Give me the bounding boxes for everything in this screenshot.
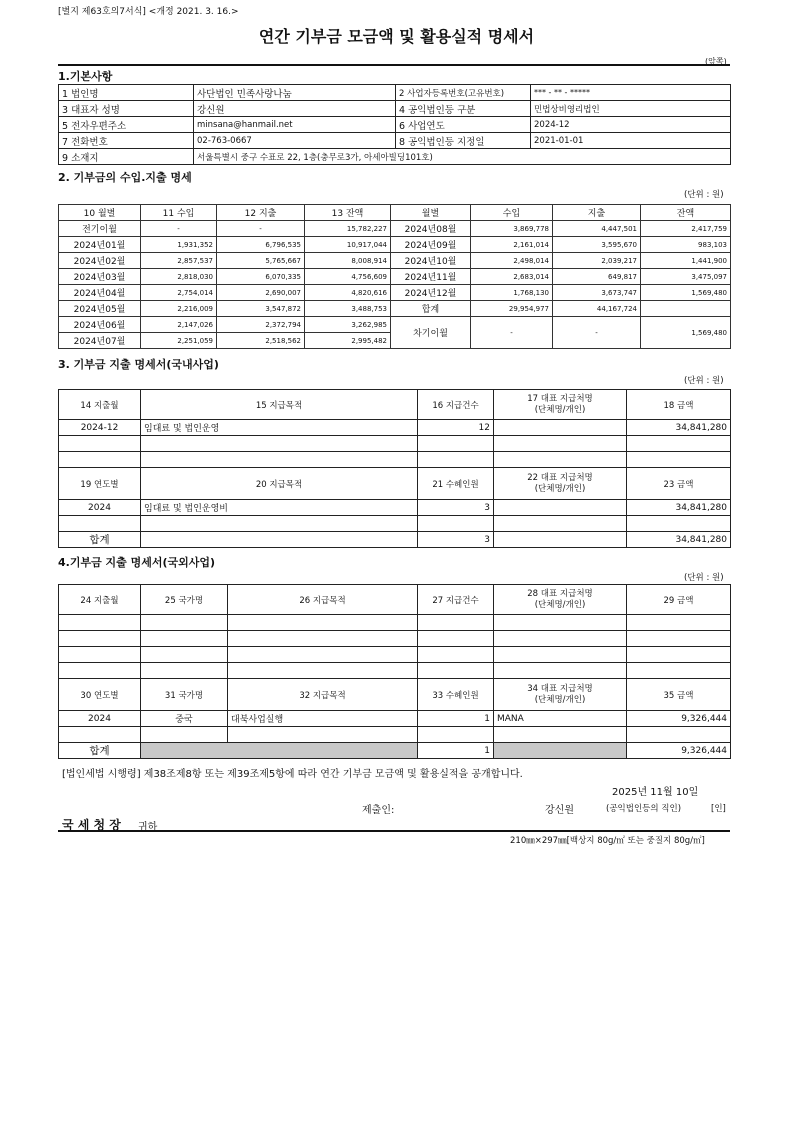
cell-income: 2,818,030 xyxy=(141,269,217,285)
cell-year: 2024 xyxy=(59,500,141,516)
honorific: 귀하 xyxy=(138,822,158,833)
section3-title: 3. 기부금 지출 명세서(국내사업) xyxy=(58,358,219,371)
section2-unit: (단위 : 원) xyxy=(684,190,724,200)
recipient-title: 국 세 청 장 xyxy=(62,818,121,832)
col-amount: 35 금액 xyxy=(627,679,731,711)
footer-rule xyxy=(58,830,730,832)
cell-balance: 2,995,482 xyxy=(305,333,391,349)
cell-expense: 2,372,794 xyxy=(217,317,305,333)
total-label: 합계 xyxy=(391,301,471,317)
table-row xyxy=(59,317,731,333)
cell-month: 2024년10월 xyxy=(391,253,471,269)
cell-recipient xyxy=(494,420,627,436)
cell-country: 중국 xyxy=(141,711,228,727)
cell-expense: 4,447,501 xyxy=(553,221,641,237)
col-expense: 지출 xyxy=(553,205,641,221)
cell-balance: 4,756,609 xyxy=(305,269,391,285)
cell-expense: 2,518,562 xyxy=(217,333,305,349)
cell-income: 29,954,977 xyxy=(471,301,553,317)
cell-income: 3,869,778 xyxy=(471,221,553,237)
cell-expense: 44,167,724 xyxy=(553,301,641,317)
table-row xyxy=(59,500,731,516)
cell-month: 전기이월 xyxy=(59,221,141,237)
cell-amount: 34,841,280 xyxy=(627,420,731,436)
cell-balance: 2,417,759 xyxy=(641,221,731,237)
col-beneficiaries: 21 수혜인원 xyxy=(418,468,494,500)
col-amount: 23 금액 xyxy=(627,468,731,500)
col-count: 27 지급건수 xyxy=(418,585,494,615)
label-rep-name: 3 대표자 성명 xyxy=(59,101,194,117)
table-row xyxy=(59,711,731,727)
submission-date: 2025년 11월 10일 xyxy=(612,787,699,798)
cell-expense: 3,595,670 xyxy=(553,237,641,253)
cell-month: 2024년07월 xyxy=(59,333,141,349)
col-purpose: 26 지급목적 xyxy=(228,585,418,615)
page-side-label: (앞쪽) xyxy=(705,57,727,66)
cell-amount: 9,326,444 xyxy=(627,711,731,727)
info-row xyxy=(59,117,731,133)
value-fiscal-year: 2024-12 xyxy=(531,117,731,133)
title-rule xyxy=(58,64,730,66)
basic-info-table xyxy=(58,84,731,165)
label-phone: 7 전화번호 xyxy=(59,133,194,149)
domestic-expense-table xyxy=(58,389,731,548)
col-year: 19 연도별 xyxy=(59,468,141,500)
cell-expense: 6,796,535 xyxy=(217,237,305,253)
col-recipient: 28 대표 지급처명 (단체명/개인) xyxy=(494,585,627,615)
col-expense-month: 14 지출월 xyxy=(59,390,141,420)
cell-balance: 4,820,616 xyxy=(305,285,391,301)
table-row xyxy=(59,301,731,317)
cell-month: 2024년03월 xyxy=(59,269,141,285)
total-row xyxy=(59,532,731,548)
total-label: 합계 xyxy=(59,532,141,548)
info-row xyxy=(59,149,731,165)
total-beneficiaries: 3 xyxy=(418,532,494,548)
info-row xyxy=(59,85,731,101)
submitter-label: 제출인: xyxy=(362,805,395,816)
value-phone: 02-763-0667 xyxy=(194,133,396,149)
label-corp-type: 4 공익법인등 구분 xyxy=(396,101,531,117)
cell-balance: 10,917,044 xyxy=(305,237,391,253)
domestic-header-row xyxy=(59,390,731,420)
carry-forward-balance: 1,569,480 xyxy=(641,317,731,349)
carry-forward-label: 차기이월 xyxy=(391,317,471,349)
cell-month: 2024년04월 xyxy=(59,285,141,301)
col-recipient: 17 대표 지급처명 (단체명/개인) xyxy=(494,390,627,420)
paper-spec: 210㎜×297㎜[백상지 80g/㎡ 또는 중질지 80g/㎡] xyxy=(510,836,705,846)
total-beneficiaries: 1 xyxy=(418,743,494,759)
cell-expense: 649,817 xyxy=(553,269,641,285)
col-balance: 13 잔액 xyxy=(305,205,391,221)
cell-balance: 3,488,753 xyxy=(305,301,391,317)
label-corp-name: 1 법인명 xyxy=(59,85,194,101)
section1-title: 1.기본사항 xyxy=(58,70,113,83)
table-row xyxy=(59,420,731,436)
table-row xyxy=(59,285,731,301)
col-income: 11 수입 xyxy=(141,205,217,221)
disclosure-statement: [법인세법 시행령] 제38조제8항 또는 제39조제5항에 따라 연간 기부금 모금액 및 활용실적을 공개합니다. xyxy=(62,769,523,780)
submitter-name: 강신원 xyxy=(545,805,574,816)
col-month: 월별 xyxy=(391,205,471,221)
table-row xyxy=(59,237,731,253)
cell-beneficiaries: 3 xyxy=(418,500,494,516)
cell-balance: 8,008,914 xyxy=(305,253,391,269)
total-amount: 9,326,444 xyxy=(627,743,731,759)
section4-unit: (단위 : 원) xyxy=(684,573,724,583)
cell-month: 2024년01월 xyxy=(59,237,141,253)
cell-balance: 983,103 xyxy=(641,237,731,253)
table-row xyxy=(59,727,731,743)
col-amount: 29 금액 xyxy=(627,585,731,615)
cell-income: 2,216,009 xyxy=(141,301,217,317)
table-row xyxy=(59,253,731,269)
cell-month: 2024년11월 xyxy=(391,269,471,285)
col-expense-month: 24 지출월 xyxy=(59,585,141,615)
cell-recipient xyxy=(494,500,627,516)
overseas-expense-table xyxy=(58,584,731,759)
col-purpose: 20 지급목적 xyxy=(141,468,418,500)
label-biz-no: 2 사업자등록번호(고유번호) xyxy=(396,85,531,101)
cell-expense: 6,070,335 xyxy=(217,269,305,285)
cell-balance: 1,441,900 xyxy=(641,253,731,269)
cell-income: 2,498,014 xyxy=(471,253,553,269)
cell-month: 2024년06월 xyxy=(59,317,141,333)
cell-income: 2,754,014 xyxy=(141,285,217,301)
col-recipient: 34 대표 지급처명 (단체명/개인) xyxy=(494,679,627,711)
total-row xyxy=(59,743,731,759)
info-row xyxy=(59,133,731,149)
cell-balance: 1,569,480 xyxy=(641,285,731,301)
income-expense-header-row xyxy=(59,205,731,221)
cell-income: 2,251,059 xyxy=(141,333,217,349)
value-email: minsana@hanmail.net xyxy=(194,117,396,133)
col-income: 수입 xyxy=(471,205,553,221)
cell-month: 2024년02월 xyxy=(59,253,141,269)
section4-title: 4.기부금 지출 명세서(국외사업) xyxy=(58,556,216,569)
value-rep-name: 강신원 xyxy=(194,101,396,117)
cell-count: 12 xyxy=(418,420,494,436)
col-purpose: 32 지급목적 xyxy=(228,679,418,711)
value-designation-date: 2021-01-01 xyxy=(531,133,731,149)
cell-balance: 3,475,097 xyxy=(641,269,731,285)
col-beneficiaries: 33 수혜인원 xyxy=(418,679,494,711)
income-expense-table xyxy=(58,204,731,349)
cell-beneficiaries: 1 xyxy=(418,711,494,727)
cell-expense: 2,039,217 xyxy=(553,253,641,269)
col-expense: 12 지출 xyxy=(217,205,305,221)
cell-expense: 2,690,007 xyxy=(217,285,305,301)
cell-balance: 15,782,227 xyxy=(305,221,391,237)
cell-expense: 5,765,667 xyxy=(217,253,305,269)
section2-title: 2. 기부금의 수입.지출 명세 xyxy=(58,171,192,184)
col-country: 25 국가명 xyxy=(141,585,228,615)
cell-expense: 3,547,872 xyxy=(217,301,305,317)
label-address: 9 소재지 xyxy=(59,149,194,165)
value-corp-name: 사단법인 민족사랑나눔 xyxy=(194,85,396,101)
col-recipient: 22 대표 지급처명 (단체명/개인) xyxy=(494,468,627,500)
cell-month: 2024년08월 xyxy=(391,221,471,237)
col-month: 10 월별 xyxy=(59,205,141,221)
carry-forward-expense: - xyxy=(553,317,641,349)
form-number: [별지 제63호의7서식] <개정 2021. 3. 16.> xyxy=(58,7,239,17)
domestic-header-row-2 xyxy=(59,468,731,500)
col-year: 30 연도별 xyxy=(59,679,141,711)
col-purpose: 15 지급목적 xyxy=(141,390,418,420)
section3-unit: (단위 : 원) xyxy=(684,376,724,386)
total-shaded-cell xyxy=(141,743,418,759)
table-row xyxy=(59,615,731,631)
col-balance: 잔액 xyxy=(641,205,731,221)
cell-income: 2,857,537 xyxy=(141,253,217,269)
cell-income: 1,768,130 xyxy=(471,285,553,301)
overseas-header-row xyxy=(59,585,731,615)
info-row xyxy=(59,101,731,117)
table-row xyxy=(59,269,731,285)
cell-year: 2024 xyxy=(59,711,141,727)
cell-income: 2,147,026 xyxy=(141,317,217,333)
cell-purpose: 임대료 및 법인운영 xyxy=(141,420,418,436)
cell-month: 2024년05월 xyxy=(59,301,141,317)
value-biz-no: *** - ** - ***** xyxy=(531,85,731,101)
col-country: 31 국가명 xyxy=(141,679,228,711)
page-title: 연간 기부금 모금액 및 활용실적 명세서 xyxy=(258,27,535,46)
cell-balance: 3,262,985 xyxy=(305,317,391,333)
cell-expense: - xyxy=(217,221,305,237)
total-amount: 34,841,280 xyxy=(627,532,731,548)
table-row xyxy=(59,663,731,679)
table-row xyxy=(59,631,731,647)
cell-income: 1,931,352 xyxy=(141,237,217,253)
table-row xyxy=(59,516,731,532)
value-address: 서울특별시 중구 수표로 22, 1층(충무로3가, 아세아빌딩101호) xyxy=(194,149,731,165)
cell-month: 2024년09월 xyxy=(391,237,471,253)
value-corp-type: 민법상비영리법인 xyxy=(531,101,731,117)
cell-income: - xyxy=(141,221,217,237)
cell-expense: 3,673,747 xyxy=(553,285,641,301)
total-label: 합계 xyxy=(59,743,141,759)
col-amount: 18 금액 xyxy=(627,390,731,420)
table-row xyxy=(59,221,731,237)
label-email: 5 전자우편주소 xyxy=(59,117,194,133)
table-row xyxy=(59,452,731,468)
table-row xyxy=(59,436,731,452)
carry-forward-income: - xyxy=(471,317,553,349)
cell-income: 2,683,014 xyxy=(471,269,553,285)
cell-purpose: 대북사업실행 xyxy=(228,711,418,727)
col-count: 16 지급건수 xyxy=(418,390,494,420)
cell-month: 2024-12 xyxy=(59,420,141,436)
label-fiscal-year: 6 사업연도 xyxy=(396,117,531,133)
total-shaded-cell xyxy=(494,743,627,759)
cell-purpose: 임대료 및 법인운영비 xyxy=(141,500,418,516)
cell-amount: 34,841,280 xyxy=(627,500,731,516)
cell-balance xyxy=(641,301,731,317)
cell-recipient: MANA xyxy=(494,711,627,727)
cell-month: 2024년12월 xyxy=(391,285,471,301)
label-designation-date: 8 공익법인등 지정일 xyxy=(396,133,531,149)
seal-note: (공익법인등의 직인) xyxy=(606,804,682,814)
overseas-header-row-2 xyxy=(59,679,731,711)
cell-income: 2,161,014 xyxy=(471,237,553,253)
table-row xyxy=(59,647,731,663)
seal-mark: [인] xyxy=(711,804,726,814)
